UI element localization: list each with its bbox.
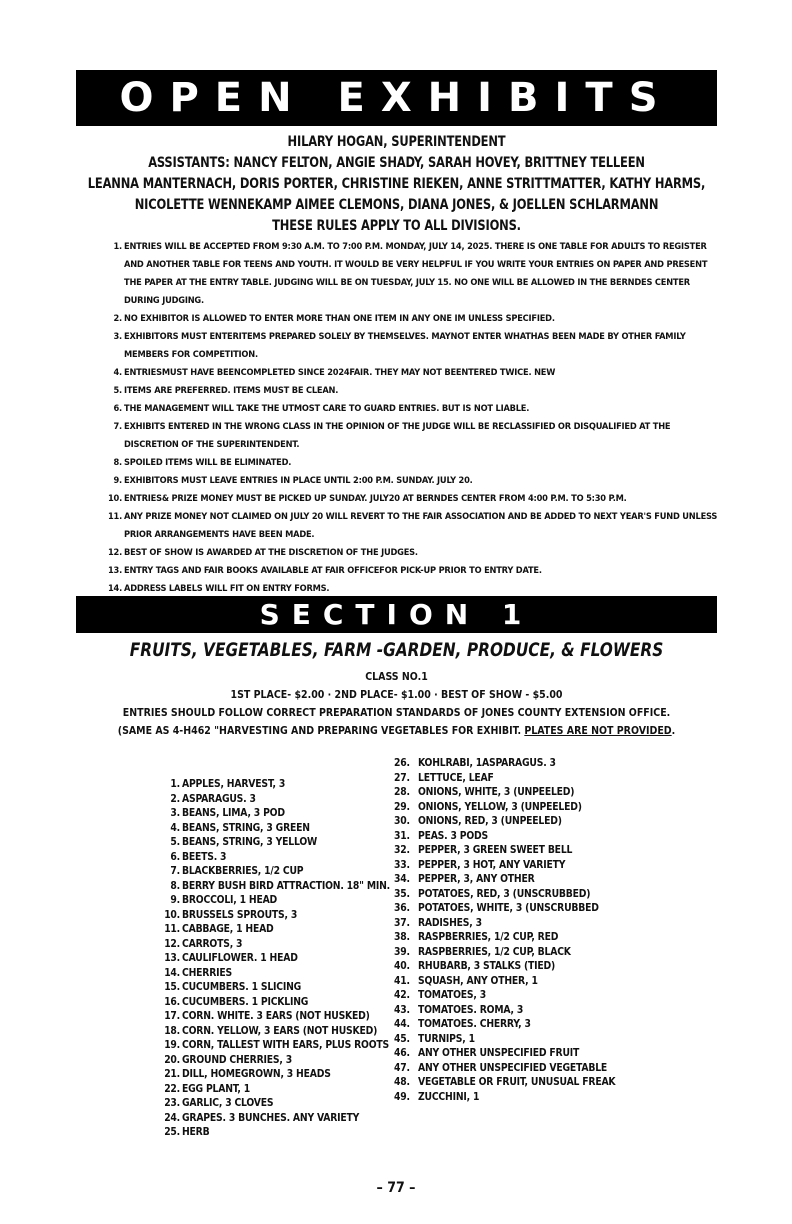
rule-item (108, 238, 718, 310)
class-text: POTATOES, RED, 3 (UNSCRUBBED) (418, 887, 591, 900)
class-text: GARLIC, 3 CLOVES (182, 1097, 274, 1109)
list-item (394, 1046, 634, 1061)
class-list-left (160, 777, 390, 1140)
list-item (394, 800, 634, 815)
list-item (160, 966, 390, 981)
rule-text: ENTRIES& PRIZE MONEY MUST BE PICKED UP SUNDAY. JULY20 AT BERNDES CENTER FROM 4:00 P.M. TO 5:30 P.M. (124, 493, 627, 504)
class-text: BROCCOLI, 1 HEAD (182, 894, 278, 906)
class-number: 37. (394, 916, 410, 929)
class-text: ASPARAGUS. 3 (182, 792, 256, 805)
list-item (394, 959, 634, 974)
rule-text: ADDRESS LABELS WILL FIT ON ENTRY FORMS. (124, 583, 330, 594)
page-number: – 77 – (376, 1180, 416, 1196)
list-item (394, 829, 634, 844)
rule-number: 1. (113, 241, 122, 252)
class-number: 31. (394, 829, 410, 842)
class-number: 13. (164, 952, 180, 964)
page-title: OPEN EXHIBITS (119, 75, 674, 121)
rule-text: THE MANAGEMENT WILL TAKE THE UTMOST CARE TO GUARD ENTRIES. BUT IS NOT LIABLE. (124, 403, 530, 414)
class-text: BEANS, STRING, 3 YELLOW (182, 836, 318, 848)
list-item (160, 777, 390, 792)
rule-text: ANY PRIZE MONEY NOT CLAIMED ON JULY 20 WILL REVERT TO THE FAIR ASSOCIATION AND BE ADDED TO NEXT YEAR'S FUND UNLESS PRIOR ARRANGEMENTS HAVE BEEN MADE. (124, 511, 718, 540)
class-number: 21. (164, 1068, 180, 1080)
rule-number: 12. (108, 547, 123, 558)
rule-number: 8. (113, 457, 122, 468)
list-item (394, 887, 634, 902)
class-number: 23. (164, 1097, 180, 1109)
assistants-line-1: ASSISTANTS: NANCY FELTON, ANGIE SHADY, SARAH HOVEY, BRITTNEY TELLEEN (148, 155, 645, 171)
section-banner (76, 596, 717, 633)
class-text: CUCUMBERS. 1 SLICING (182, 981, 302, 993)
rule-item (108, 418, 718, 454)
list-item (160, 937, 390, 952)
class-number: 30. (394, 815, 410, 827)
list-item (394, 1032, 634, 1047)
rule-text: BEST OF SHOW IS AWARDED AT THE DISCRETION OF THE JUDGES. (124, 547, 418, 558)
list-item (160, 908, 390, 923)
rule-text: ENTRIES WILL BE ACCEPTED FROM 9:30 A.M. TO 7:00 P.M. MONDAY, JULY 14, 2025. THERE IS ONE TABLE FOR ADULTS TO REGISTER AND ANOTHER TABLE FOR TEENS AND YOUTH. IT WOULD BE VERY HELPFUL IF YOU WRITE YOUR ENTRIES ON PAPER AND PRESENT THE PAPER AT THE ENTRY TABLE. JUDGING WILL BE ON TUESDAY, JULY 15. NO ONE WILL BE ALLOWED IN THE BERNDES CENTER DURING JUDGING. (124, 241, 708, 306)
class-number: 19. (164, 1039, 180, 1051)
class-number: 4. (170, 821, 180, 834)
list-item (160, 806, 390, 821)
preparation-line: ENTRIES SHOULD FOLLOW CORRECT PREPARATION STANDARDS OF JONES COUNTY EXTENSION OFFICE. (122, 707, 671, 719)
list-item (160, 1096, 390, 1111)
list-item (160, 951, 390, 966)
class-number: 44. (394, 1018, 410, 1030)
list-item (160, 1111, 390, 1126)
class-text: CORN, TALLEST WITH EARS, PLUS ROOTS (182, 1039, 389, 1051)
list-item (394, 843, 634, 858)
list-item (394, 814, 634, 829)
rule-number: 13. (108, 565, 123, 576)
class-list-right (394, 756, 634, 1104)
rule-text: EXHIBITS ENTERED IN THE WRONG CLASS IN THE OPINION OF THE JUDGE WILL BE RECLASSIFIED OR DISQUALIFIED AT THE DISCRETION OF THE SUPERINTENDENT. (124, 421, 671, 450)
class-number: 48. (394, 1076, 410, 1088)
class-text: BEANS, STRING, 3 GREEN (182, 821, 310, 834)
rule-number: 4. (113, 367, 122, 378)
list-item (160, 864, 390, 879)
rule-number: 11. (108, 511, 123, 522)
class-number: 6. (170, 850, 180, 863)
rule-item (108, 490, 718, 508)
class-number: 49. (394, 1090, 410, 1103)
class-number: 18. (164, 1024, 180, 1037)
class-number: CLASS NO.1 (365, 671, 428, 683)
class-text: RHUBARB, 3 STALKS (TIED) (418, 960, 556, 972)
class-number: 36. (394, 902, 410, 914)
list-item (160, 1009, 390, 1024)
class-text: VEGETABLE OR FRUIT, UNUSUAL FREAK (418, 1076, 616, 1088)
class-text: PEPPER, 3 HOT, ANY VARIETY (418, 858, 566, 871)
class-number: 7. (170, 865, 180, 877)
rule-number: 5. (113, 385, 122, 396)
rule-text: EXHIBITORS MUST LEAVE ENTRIES IN PLACE UNTIL 2:00 P.M. SUNDAY. JULY 20. (124, 475, 473, 486)
list-item (160, 835, 390, 850)
list-item (160, 1024, 390, 1039)
class-text: GRAPES. 3 BUNCHES. ANY VARIETY (182, 1111, 360, 1124)
class-text: SQUASH, ANY OTHER, 1 (418, 974, 538, 987)
list-item (160, 1067, 390, 1082)
class-number: 5. (170, 836, 180, 848)
class-text: EGG PLANT, 1 (182, 1082, 251, 1095)
class-number: 43. (394, 1003, 410, 1016)
class-number: 47. (394, 1061, 410, 1074)
list-item (394, 974, 634, 989)
class-number: 34. (394, 873, 410, 885)
class-number: 45. (394, 1032, 410, 1045)
list-item (394, 872, 634, 887)
class-text: ZUCCHINI, 1 (418, 1090, 480, 1103)
rule-item (108, 328, 718, 364)
class-number: 20. (164, 1053, 180, 1066)
rules-list (108, 238, 718, 598)
class-text: TURNIPS, 1 (418, 1032, 475, 1045)
rule-item (108, 544, 718, 562)
rule-number: 14. (108, 583, 123, 594)
class-text: LETTUCE, LEAF (418, 771, 494, 784)
class-text: PEAS. 3 PODS (418, 829, 488, 842)
rule-number: 2. (113, 313, 122, 324)
list-item (160, 1038, 390, 1053)
class-number: 32. (394, 844, 410, 856)
class-text: BERRY BUSH BIRD ATTRACTION. 18" MIN. (182, 879, 390, 892)
rule-number: 6. (113, 403, 122, 414)
class-number: 28. (394, 786, 410, 798)
list-item (160, 1053, 390, 1068)
class-text: GROUND CHERRIES, 3 (182, 1053, 292, 1066)
class-number: 26. (394, 757, 410, 769)
class-number: 11. (164, 923, 180, 935)
class-text: CAULIFLOWER. 1 HEAD (182, 952, 298, 964)
list-item (160, 850, 390, 865)
list-item (160, 995, 390, 1010)
class-text: CORN. WHITE. 3 EARS (NOT HUSKED) (182, 1010, 370, 1022)
prize-line: 1ST PLACE- $2.00 · 2ND PLACE- $1.00 · BEST OF SHOW - $5.00 (230, 689, 563, 701)
list-item (160, 792, 390, 807)
class-text: RASPBERRIES, 1/2 CUP, BLACK (418, 945, 571, 958)
class-text: RASPBERRIES, 1/2 CUP, RED (418, 931, 559, 943)
section-label: SECTION 1 (259, 598, 534, 631)
class-number: 38. (394, 931, 410, 943)
rule-text: NO EXHIBITOR IS ALLOWED TO ENTER MORE THAN ONE ITEM IN ANY ONE IM UNLESS SPECIFIED. (124, 313, 555, 324)
open-exhibits-banner (76, 70, 717, 126)
assistants-line-2: LEANNA MANTERNACH, DORIS PORTER, CHRISTINE RIEKEN, ANNE STRITTMATTER, KATHY HARMS, (87, 176, 706, 192)
class-text: BEANS, LIMA, 3 POD (182, 807, 285, 819)
class-number: 40. (394, 960, 410, 972)
class-number: 33. (394, 858, 410, 871)
list-item (394, 916, 634, 931)
class-text: CARROTS, 3 (182, 937, 243, 950)
class-text: TOMATOES. CHERRY, 3 (418, 1018, 531, 1030)
class-number: 14. (164, 966, 180, 979)
list-item (394, 930, 634, 945)
list-item (160, 1125, 390, 1140)
class-number: 15. (164, 981, 180, 993)
class-number: 3. (170, 807, 180, 819)
class-number: 12. (164, 937, 180, 950)
class-number: 29. (394, 800, 410, 813)
class-text: CUCUMBERS. 1 PICKLING (182, 995, 309, 1008)
rule-item (108, 382, 718, 400)
class-number: 17. (164, 1010, 180, 1022)
class-text: PEPPER, 3 GREEN SWEET BELL (418, 844, 573, 856)
assistants-line-3: NICOLETTE WENNEKAMP AIMEE CLEMONS, DIANA JONES, & JOELLEN SCHLARMANN (134, 197, 659, 213)
same-as-end: . (671, 725, 676, 737)
class-text: BRUSSELS SPROUTS, 3 (182, 908, 298, 921)
rule-item (108, 508, 718, 544)
class-number: 39. (394, 945, 410, 958)
rule-item (108, 400, 718, 418)
list-item (160, 879, 390, 894)
class-text: CHERRIES (182, 966, 232, 979)
plates-note: PLATES ARE NOT PROVIDED (524, 725, 672, 737)
rule-text: EXHIBITORS MUST ENTERITEMS PREPARED SOLELY BY THEMSELVES. MAYNOT ENTER WHATHAS BEEN MADE BY OTHER FAMILY MEMBERS FOR COMPETITION. (124, 331, 686, 360)
section-title: FRUITS, VEGETABLES, FARM -GARDEN, PRODUCE, & FLOWERS (129, 639, 664, 661)
rule-text: ENTRY TAGS AND FAIR BOOKS AVAILABLE AT FAIR OFFICEFOR PICK-UP PRIOR TO ENTRY DATE. (124, 565, 542, 576)
class-text: HERB (182, 1126, 210, 1138)
class-number: 24. (164, 1111, 180, 1124)
list-item (394, 1003, 634, 1018)
class-number: 22. (164, 1082, 180, 1095)
class-text: DILL, HOMEGROWN, 3 HEADS (182, 1068, 331, 1080)
class-text: PEPPER, 3, ANY OTHER (418, 873, 535, 885)
class-number: 10. (164, 908, 180, 921)
class-number: 16. (164, 995, 180, 1008)
class-number: 46. (394, 1047, 410, 1059)
class-text: APPLES, HARVEST, 3 (182, 778, 286, 790)
class-text: CORN. YELLOW, 3 EARS (NOT HUSKED) (182, 1024, 378, 1037)
class-number: 25. (164, 1126, 180, 1138)
class-text: POTATOES, WHITE, 3 (UNSCRUBBED (418, 902, 599, 914)
class-text: ONIONS, YELLOW, 3 (UNPEELED) (418, 800, 582, 813)
rules-heading: THESE RULES APPLY TO ALL DIVISIONS. (272, 218, 521, 234)
list-item (160, 821, 390, 836)
class-number: 8. (170, 879, 180, 892)
section-info (76, 668, 717, 740)
list-item (394, 1075, 634, 1090)
list-item (394, 901, 634, 916)
same-as-text: (SAME AS 4-H462 "HARVESTING AND PREPARING VEGETABLES FOR EXHIBIT. (117, 725, 525, 737)
class-text: TOMATOES. ROMA, 3 (418, 1003, 524, 1016)
class-number: 35. (394, 887, 410, 900)
rule-number: 7. (113, 421, 122, 432)
list-item (394, 756, 634, 771)
list-item (394, 858, 634, 873)
rule-text: SPOILED ITEMS WILL BE ELIMINATED. (124, 457, 292, 468)
list-item (160, 980, 390, 995)
superintendent-line: HILARY HOGAN, SUPERINTENDENT (287, 134, 506, 150)
list-item (160, 893, 390, 908)
class-text: ONIONS, WHITE, 3 (UNPEELED) (418, 786, 575, 798)
class-text: KOHLRABI, 1ASPARAGUS. 3 (418, 757, 556, 769)
class-text: BLACKBERRIES, 1/2 CUP (182, 865, 304, 877)
rule-number: 3. (113, 331, 122, 342)
class-text: TOMATOES, 3 (418, 989, 486, 1001)
class-number: 1. (170, 778, 180, 790)
list-item (394, 785, 634, 800)
rule-item (108, 364, 718, 382)
list-item (394, 1090, 634, 1105)
class-number: 9. (170, 894, 180, 906)
list-item (394, 1017, 634, 1032)
class-text: CABBAGE, 1 HEAD (182, 923, 274, 935)
same-as-line (76, 722, 717, 740)
rule-item (108, 562, 718, 580)
class-text: ONIONS, RED, 3 (UNPEELED) (418, 815, 562, 827)
rule-number: 10. (108, 493, 123, 504)
class-number: 27. (394, 771, 410, 784)
rule-item (108, 454, 718, 472)
rule-item (108, 472, 718, 490)
class-text: BEETS. 3 (182, 850, 227, 863)
rule-text: ITEMS ARE PREFERRED. ITEMS MUST BE CLEAN. (124, 385, 339, 396)
rule-text: ENTRIESMUST HAVE BEENCOMPLETED SINCE 2024FAIR. THEY MAY NOT BEENTERED TWICE. NEW (124, 367, 556, 378)
rule-item (108, 310, 718, 328)
class-text: ANY OTHER UNSPECIFIED VEGETABLE (418, 1061, 608, 1074)
rule-number: 9. (113, 475, 122, 486)
list-item (160, 922, 390, 937)
class-number: 42. (394, 989, 410, 1001)
class-text: ANY OTHER UNSPECIFIED FRUIT (418, 1047, 580, 1059)
class-text: RADISHES, 3 (418, 916, 482, 929)
list-item (160, 1082, 390, 1097)
list-item (394, 771, 634, 786)
class-number: 41. (394, 974, 410, 987)
list-item (394, 988, 634, 1003)
class-number: 2. (170, 792, 180, 805)
list-item (394, 945, 634, 960)
staff-block (76, 132, 718, 237)
list-item (394, 1061, 634, 1076)
